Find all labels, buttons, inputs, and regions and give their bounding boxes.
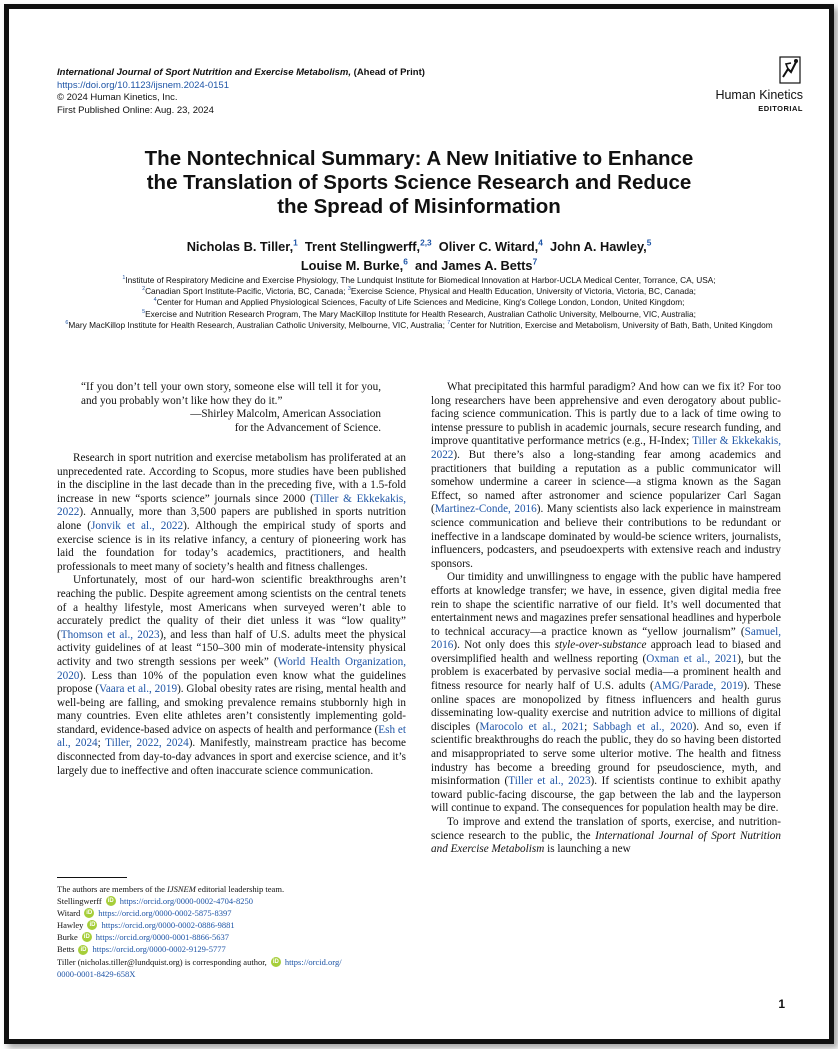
text-run: ). If scientists continue to exhibit apathy toward public-facing discourse, the gap between the lab and the layperson will continue to expand. The consequences for population health may be dire.: [431, 775, 782, 815]
citation-link[interactable]: Marocolo et al., 2021: [479, 720, 585, 733]
orcid-entry: [57, 931, 406, 943]
citation-link[interactable]: Oxman et al., 2021: [646, 652, 738, 665]
text-run: ). Not only does this: [453, 639, 555, 652]
journal-info: [57, 67, 425, 117]
citation-link[interactable]: Tiller, 2022, 2024: [105, 737, 189, 750]
citation-link[interactable]: Sabbagh et al., 2020: [592, 720, 693, 733]
doi-link[interactable]: https://doi.org/10.1123/ijsnem.2024-0151: [57, 79, 229, 91]
author-affil-ref[interactable]: 7: [532, 256, 538, 267]
author-affil-ref[interactable]: 5: [646, 237, 652, 248]
orcid-author: Stellingwerff: [57, 896, 102, 907]
citation-link[interactable]: Jonvik et al., 2022: [91, 519, 184, 532]
affiliation: Exercise and Nutrition Research Program, The Mary MacKillop Institute for Health Research, Australian Catholic University, Melbourne, VIC, Australia;: [145, 308, 696, 319]
title-line: the Spread of Misinformation: [277, 195, 561, 218]
body-paragraph: [57, 574, 406, 778]
text-run: is launching a new: [544, 843, 631, 856]
affil-number: 4: [153, 297, 157, 304]
citation-link[interactable]: World Health Organization, 2020: [57, 655, 406, 682]
orcid-link[interactable]: https://orcid.org/0000-0002-4704-8250: [119, 896, 253, 907]
text-run: ). But there’s also a long-standing fear among academics and practitioners that building a reputation as a public communicator will somehow undermine a career in science—a stigma known as the Sagan Effect, so named after astronomer and science popularizer Carl Sagan (: [431, 448, 781, 516]
author-list: [69, 237, 769, 275]
orcid-entry: [57, 919, 406, 931]
author-affil-ref[interactable]: 4: [538, 237, 543, 248]
text-run: ). Annually, more than 3,500 papers are published in sports nutrition alone (: [57, 506, 406, 532]
italic-text: International Journal of Sport Nutrition and Exercise Metabolism: [431, 829, 781, 856]
author-affil-ref[interactable]: 2,3: [420, 237, 432, 248]
author-name: Louise M. Burke,: [300, 258, 404, 273]
affil-number: 1: [122, 275, 126, 282]
copyright: © 2024 Human Kinetics, Inc.: [57, 92, 178, 103]
citation-link[interactable]: AMG/Parade, 2019: [653, 680, 744, 693]
text-run: ). And so, even if scientific breakthroughs do reach the public, they do so having been distorted and misappropriated to serve some ulterior motive. The health and fitness industry has become a breeding ground for pseudoscience, myth, and misinformation (: [431, 720, 781, 788]
text-run: ). Although the empirical study of sports and exercise science is in its relative infancy, a century of pioneering work has laid the foundation for today’s academics, practitioners, and health professionals to meet many of society’s health and fitness challenges.: [57, 519, 406, 573]
affiliation: Center for Human and Applied Physiological Sciences, Faculty of Life Sciences and Medicine, King's College London, London, United Kingdom;: [156, 297, 685, 308]
affiliation: Canadian Sport Institute-Pacific, Victoria, BC, Canada;: [145, 286, 348, 297]
orcid-author: Hawley: [57, 920, 84, 931]
orcid-icon: iD: [272, 958, 279, 965]
orcid-link[interactable]: https://orcid.org/: [284, 956, 342, 967]
orcid-link[interactable]: https://orcid.org/0000-0002-0886-9881: [101, 920, 235, 931]
publisher-logo: [715, 55, 803, 113]
title-line: the Translation of Sports Science Research and Reduce: [146, 171, 692, 194]
author-name: Nicholas B. Tiller,: [186, 239, 294, 254]
author-affil-ref[interactable]: 1: [293, 237, 298, 248]
citation-link[interactable]: Esh et al., 2024: [57, 723, 406, 750]
affiliation: Institute of Respiratory Medicine and Exercise Physiology, The Lundquist Institute for Biomedical Innovation at Harbor-UCLA Medical Center, Torrance, CA, USA;: [125, 275, 716, 285]
text-run: ;: [584, 720, 593, 733]
print-status: (Ahead of Print): [353, 67, 425, 78]
orcid-link[interactable]: https://orcid.org/0000-0001-8866-5637: [95, 932, 230, 943]
journal-title: International Journal of Sport Nutrition and Exercise Metabolism,: [57, 67, 352, 78]
epigraph-attribution: —Shirley Malcolm, American Association: [190, 408, 381, 421]
italic-text: style-over-substance: [554, 639, 647, 652]
epigraph-attribution: for the Advancement of Science.: [234, 421, 381, 434]
citation-link[interactable]: Tiller & Ekkekakis, 2022: [57, 492, 406, 519]
orcid-icon: iD: [83, 934, 90, 941]
body-paragraph: [431, 816, 781, 857]
article-title: [69, 147, 769, 219]
author-name: Oliver C. Witard,: [438, 239, 539, 254]
body-paragraph: [431, 571, 781, 816]
membership-journal: IJSNEM: [167, 884, 196, 894]
affiliation: Center for Nutrition, Exercise and Metabolism, University of Bath, Bath, United Kingdom: [450, 319, 773, 330]
text-run: Our timidity and unwillingness to engage with the public have hampered efforts at knowledge transfer; we have, in essence, given digital media free rein to shape the scientific narrative of our field. It’s well documented that entertainment news and magazines prefer sensational headlines and hyperbole to technical accuracy—a practice known as “yellow journalism” (: [431, 571, 781, 638]
body-paragraph: [431, 381, 781, 571]
orcid-entry: [57, 895, 406, 907]
orcid-link[interactable]: https://orcid.org/0000-0002-5875-8397: [98, 908, 232, 919]
affil-number: 7: [447, 320, 451, 327]
corresponding-note: [57, 956, 406, 968]
text-run: ), and less than half of U.S. adults meet the physical activity guidelines of at least “150–300 min of moderate-intensity physical activity and two strength sessions per week” (: [57, 628, 406, 668]
article-page: [9, 9, 829, 1039]
affil-number: 2: [142, 286, 146, 293]
orcid-icon: iD: [86, 910, 93, 917]
corresponding-text: Tiller (nicholas.tiller@lundquist.org) is corresponding author,: [57, 956, 267, 967]
text-run: ). Less than 10% of the population even know what the guidelines propose (: [57, 669, 406, 696]
citation-link[interactable]: Thomson et al., 2023: [60, 628, 160, 641]
footnote-divider: [57, 877, 127, 878]
author-name: John A. Hawley,: [549, 239, 647, 254]
author-affil-ref[interactable]: 6: [403, 256, 408, 267]
footnotes: [57, 883, 406, 980]
text-run: Unfortunately, most of our hard-won scientific breakthroughs aren’t reaching the public. Despite agreement among scientists on the central tenets of a healthy lifestyle, most Americans when surveyed weren’t able to accurately predict the quality of their diet unless it was “low quality” (: [57, 574, 406, 641]
orcid-link[interactable]: 0000-0001-8429-658X: [57, 968, 136, 979]
citation-link[interactable]: Tiller & Ekkekakis, 2022: [431, 435, 782, 461]
page-frame: [4, 4, 834, 1044]
citation-link[interactable]: Vaara et al., 2019: [98, 683, 178, 696]
text-run: ). Global obesity rates are rising, mental health and well-being are falling, and smoking prevalence remains stubbornly high in many countries. Even elite athletes aren’t consistently implementing gold-standard, evidence-based advice on aspects of health and performance (: [57, 683, 406, 736]
affiliations: [53, 275, 785, 331]
affil-number: 5: [142, 308, 146, 315]
membership-tail: editorial leadership team.: [195, 884, 285, 894]
text-run: ), but the problem is exacerbated by pervasive social media—a prominent health and fitness resource for nearly half of U.S. adults (: [431, 652, 781, 693]
affiliation: Exercise Science, Physical and Health Education, University of Victoria, Victoria, BC, Canada;: [350, 286, 696, 297]
orcid-author: Betts: [57, 944, 75, 955]
page-number: 1: [778, 997, 785, 1011]
affil-number: 6: [65, 320, 69, 327]
membership-note: [57, 883, 406, 895]
human-kinetics-logo-icon: [777, 55, 803, 85]
right-column: [431, 381, 781, 857]
author-name: and James A. Betts: [414, 258, 533, 273]
affil-number: 3: [347, 286, 351, 293]
citation-link[interactable]: Samuel, 2016: [431, 625, 781, 652]
text-run: approach lead to biased and oversimplified health and wellness reporting (: [431, 639, 781, 665]
orcid-link[interactable]: https://orcid.org/0000-0002-9129-5777: [92, 944, 226, 955]
membership-text: The authors are members of the: [57, 884, 167, 894]
orcid-icon: iD: [107, 898, 114, 905]
citation-link[interactable]: Martinez-Conde, 2016: [434, 503, 537, 516]
publisher-name: Human Kinetics: [715, 88, 803, 102]
orcid-author: Witard: [57, 908, 81, 919]
article-type: EDITORIAL: [758, 104, 803, 113]
citation-link[interactable]: Tiller et al., 2023: [508, 775, 591, 788]
orcid-icon: iD: [89, 922, 96, 929]
orcid-author: Burke: [57, 932, 78, 943]
author-name: Trent Stellingwerff,: [304, 239, 421, 254]
epigraph: [81, 381, 381, 435]
text-run: ). These online spaces are monopolized by fitness influencers and health gurus disseminating low-quality exercise and nutrition advice to millions of digital disciples (: [431, 680, 781, 733]
orcid-icon: iD: [80, 946, 87, 953]
body-paragraph: [57, 452, 406, 574]
text-run: ). Manifestly, mainstream practice has become disconnected from day-to-day advances in sport and exercise science, and it’s largely due to ineffective and often inaccurate science communication.: [57, 737, 406, 777]
left-column: [57, 452, 406, 778]
text-run: What precipitated this harmful paradigm? And how can we fix it? For too long researchers have been apprehensive and even derogatory about public-facing science communication. This is partly due to a lack of time owing to intense pressure to publish in academic journals, secure research funding, and improve quantitative performance metrics (e.g., H-Index;: [431, 381, 781, 448]
orcid-entry: [57, 907, 406, 919]
affiliation: Mary MacKillop Institute for Health Research, Australian Catholic University, Melbourne, VIC, Australia;: [68, 319, 448, 330]
published-date: First Published Online: Aug. 23, 2024: [57, 104, 214, 116]
epigraph-quote: “If you don’t tell your own story, someone else will tell it for you, and you probably won’t like how they do it.”: [81, 381, 381, 407]
text-run: To improve and extend the translation of sports, exercise, and nutrition-science research to the public, the: [431, 816, 781, 842]
text-run: ;: [97, 737, 106, 750]
text-run: ). Many scientists also lack experience in mainstream science communication and believe their contributions to be redundant or ineffective in a landscape dominated by would-be science writers, journalists, influencers, podcasters, and pseudoexperts with extensive reach and industry sponsors.: [431, 503, 781, 570]
orcid-entry: [57, 943, 406, 955]
title-line: The Nontechnical Summary: A New Initiative to Enhance: [144, 147, 694, 170]
text-run: Research in sport nutrition and exercise metabolism has proliferated at an unprecedented rate. According to Scopus, more studies have been published in the discipline in the last decade than in the preceding five, with a 1.5-fold increase in new “sports science” journals since 2000 (: [57, 452, 406, 505]
